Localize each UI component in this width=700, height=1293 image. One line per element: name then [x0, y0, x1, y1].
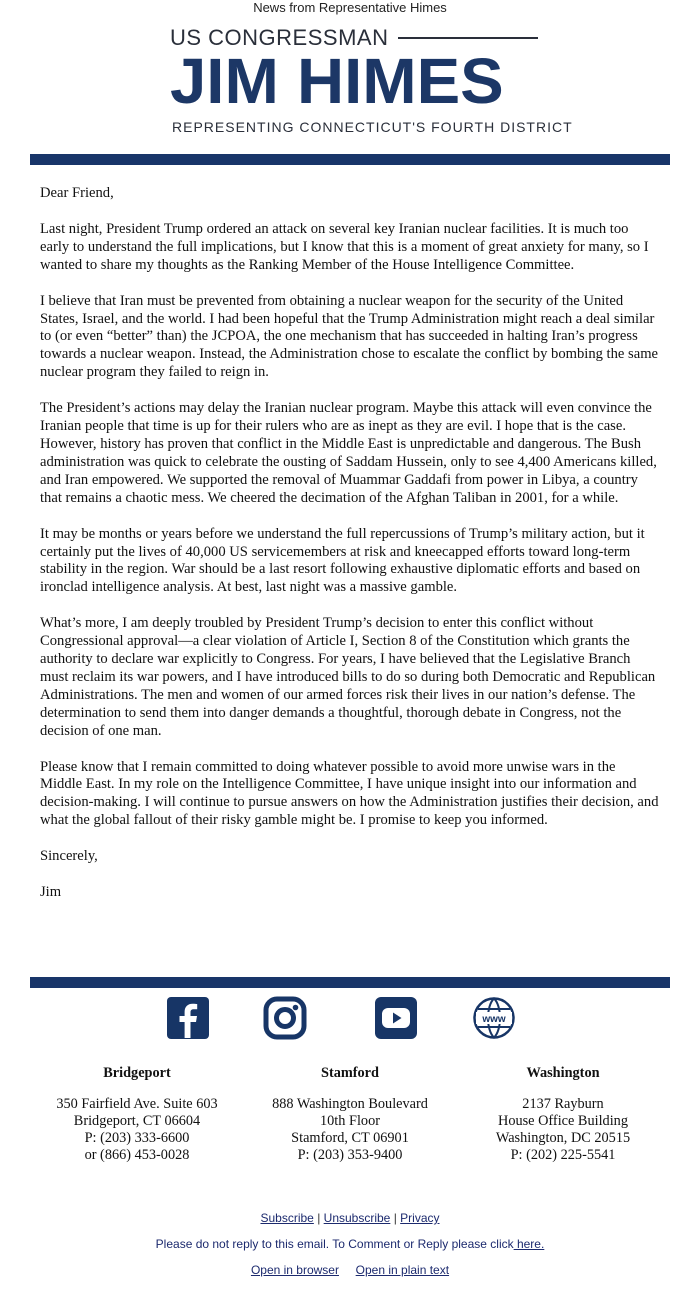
- letter-body: [40, 185, 660, 920]
- link-separator: |: [393, 1211, 397, 1225]
- office-address-line: 350 Fairfield Ave. Suite 603: [56, 1096, 218, 1112]
- office-address-line: 888 Washington Boulevard: [272, 1096, 428, 1112]
- office-washington: [458, 1065, 668, 1164]
- masthead-rule: [398, 37, 538, 39]
- office-bridgeport: [32, 1065, 242, 1164]
- preheader: News from Representative Himes: [253, 0, 447, 15]
- website-icon-label: www: [482, 1014, 506, 1025]
- office-city: Stamford: [321, 1065, 379, 1081]
- office-address-line: Washington, DC 20515: [495, 1130, 631, 1146]
- header-divider-bar: [30, 154, 670, 165]
- office-city: Washington: [526, 1065, 600, 1081]
- office-phone: P: (203) 333-6600: [84, 1130, 190, 1146]
- office-city: Bridgeport: [103, 1065, 171, 1081]
- office-address-line: House Office Building: [498, 1113, 628, 1129]
- office-address-line: Bridgeport, CT 06604: [73, 1113, 201, 1129]
- office-address-line: Stamford, CT 06901: [291, 1130, 409, 1146]
- link-separator: |: [317, 1211, 321, 1225]
- masthead-title-top: US CONGRESSMAN: [170, 25, 389, 50]
- salutation: Dear Friend,: [40, 185, 114, 201]
- signature: Jim: [40, 884, 62, 901]
- office-address-line: 2137 Rayburn: [522, 1096, 604, 1112]
- instagram-icon[interactable]: [263, 996, 307, 1040]
- letter-paragraph: I believe that Iran must be prevented from obtaining a nuclear weapon for the security of the United States, Israel, and the world. I had been hopeful that the Trump Administration might reach a deal similar to (or even “better” than) the JCPOA, the one mechanism that has succeeded in halting Iran’s progress towards a nuclear weapon. Instead, the Administration chose to escalate the conflict by bombing the same nuclear program they failed to reign in.: [40, 292, 659, 381]
- masthead-name: JIM HIMES: [170, 45, 504, 117]
- office-stamford: [245, 1065, 455, 1164]
- reply-notice: [0, 1237, 700, 1251]
- reply-here-link[interactable]: here.: [513, 1237, 545, 1251]
- social-links: [0, 996, 700, 1042]
- footer-links: [0, 1211, 700, 1225]
- letter-paragraph: Please know that I remain committed to doing whatever possible to avoid more unwise wars in the Middle East. In my role on the Intelligence Committee, I have unique insight into our information and decision-making. I will continue to pursue answers on how the Administration justifies their decision, and what the global fallout of their risky gamble might be. I promise to keep you informed.: [40, 758, 659, 829]
- open-in-plain-text-link[interactable]: Open in plain text: [355, 1263, 450, 1277]
- letter-paragraph: It may be months or years before we understand the full repercussions of Trump’s military action, but it certainly put the lives of 40,000 US servicemembers at risk and kneecapped efforts toward long-term stability in the region. War should be a last resort following exhaustive diplomatic efforts and based on ironclad intelligence analysis. At best, last night was a massive gamble.: [40, 525, 645, 596]
- website-icon[interactable]: [472, 996, 516, 1040]
- masthead-subtitle: REPRESENTING CONNECTICUT'S FOURTH DISTRICT: [172, 119, 573, 135]
- letter-paragraph: The President’s actions may delay the Iranian nuclear program. Maybe this attack will even convince the Iranian people that time is up for their rulers who are as inept as they are evil. I hope that is the case. However, history has proven that conflict in the Middle East is unpredictable and dangerous. The Bush administration was quick to celebrate the ousting of Saddam Hussein, only to see 4,400 Americans killed, and Iran empowered. We supported the removal of Muammar Gaddafi from power in Libya, a country that remains a chaotic mess. We cheered the decimation of the Afghan Taliban in 2001, for a while.: [40, 400, 657, 506]
- office-address-line: 10th Floor: [320, 1113, 380, 1129]
- subscribe-link[interactable]: Subscribe: [260, 1211, 314, 1225]
- open-in-browser-link[interactable]: Open in browser: [250, 1263, 339, 1277]
- office-phone-alt: or (866) 453-0028: [84, 1147, 190, 1163]
- letter-paragraph: Last night, President Trump ordered an attack on several key Iranian nuclear facilities. It is much too early to understand the full implications, but I know that this is a moment of great anxiety for many, so I wanted to share my thoughts as the Ranking Member of the House Intelligence Committee.: [40, 220, 649, 273]
- office-phone: P: (203) 353-9400: [297, 1147, 403, 1163]
- office-phone: P: (202) 225-5541: [510, 1147, 616, 1163]
- youtube-icon[interactable]: [374, 996, 418, 1040]
- privacy-link[interactable]: Privacy: [400, 1211, 440, 1225]
- reply-notice-text: Please do not reply to this email. To Comment or Reply please click: [155, 1237, 514, 1251]
- view-options: [0, 1263, 700, 1277]
- closing: Sincerely,: [40, 848, 98, 865]
- facebook-icon[interactable]: [166, 996, 210, 1040]
- footer-divider-bar: [30, 977, 670, 988]
- masthead-logo: [170, 25, 573, 135]
- letter-paragraph: What’s more, I am deeply troubled by President Trump’s decision to enter this conflict without Congressional approval—a clear violation of Article I, Section 8 of the Constitution which grants the authority to declare war explicitly to Congress. For years, I have believed that the Legislative Branch must reclaim its war powers, and I have introduced bills to do so during both Democratic and Republican Administrations. The men and women of our armed forces risk their lives in our nation’s defense. The determination to send them into danger demands a thoughtful, thorough debate in Congress, not the decision of one man.: [40, 615, 656, 739]
- unsubscribe-link[interactable]: Unsubscribe: [323, 1211, 391, 1225]
